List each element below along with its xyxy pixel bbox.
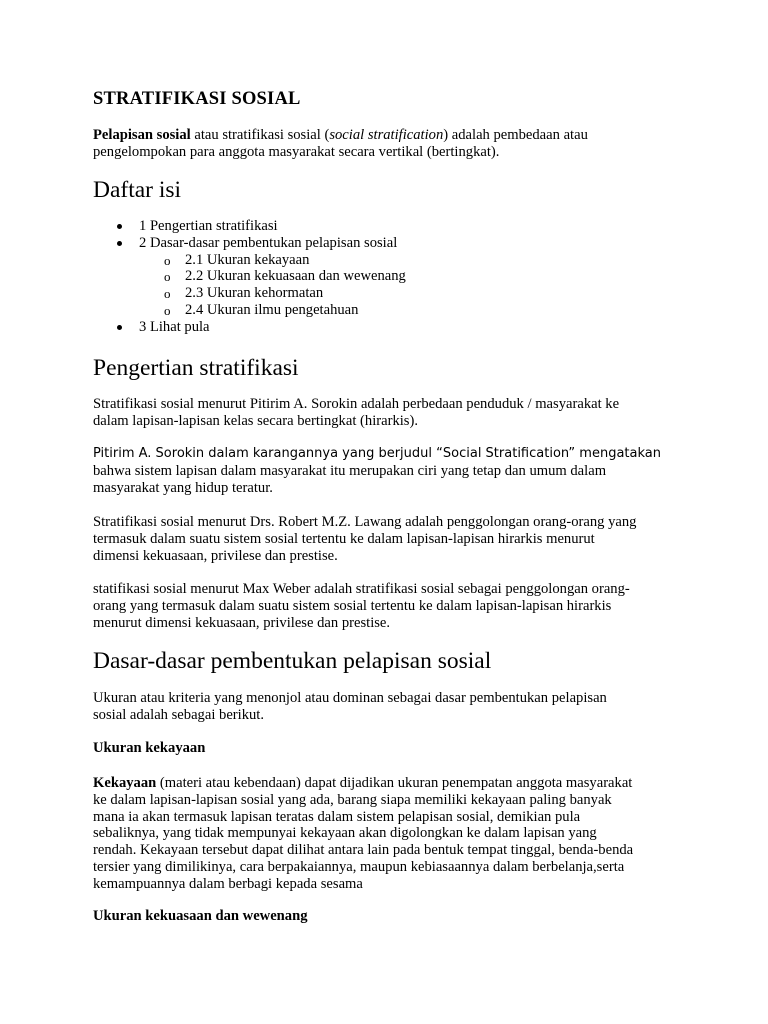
paragraph-line: bahwa sistem lapisan dalam masyarakat itu merupakan ciri yang tetap dan umum dalam (93, 462, 607, 479)
paragraph-line: Ukuran atau kriteria yang menonjol atau dominan sebagai dasar pembentukan pelapisan (93, 690, 607, 706)
section-heading-pengertian: Pengertian stratifikasi (93, 355, 299, 381)
subheading-kekayaan: Ukuran kekayaan (93, 740, 206, 756)
toc-item[interactable] (93, 252, 683, 269)
toc-item[interactable] (93, 235, 683, 252)
paragraph-line: menurut dimensi kekuasaan, privilese dan prestise. (93, 614, 391, 631)
paragraph-line (93, 775, 683, 792)
paragraph-line: rendah. Kekayaan tersebut dapat dilihat antara lain pada bentuk tempat tinggal, benda-benda (93, 842, 634, 859)
toc-link-pengertian[interactable]: 1 Pengertian stratifikasi (139, 218, 278, 234)
paragraph-sorokin-1 (93, 396, 683, 430)
paragraph-line: masyarakat yang hidup teratur. (93, 479, 273, 496)
paragraph-line: tersier yang dimilikinya, cara berpakaiannya, maupun kebiasaannya dalam berbelanja,serta (93, 858, 625, 875)
paragraph-kekayaan (93, 775, 683, 893)
sub-bullet-icon: o (164, 252, 171, 268)
bullet-icon (117, 241, 122, 246)
paragraph-line: Pitirim A. Sorokin dalam karangannya yang berjudul “Social Stratification” mengatakan (93, 446, 661, 461)
paragraph-line: ke dalam lapisan-lapisan sosial yang ada, barang siapa memiliki kekayaan paling banyak (93, 791, 612, 808)
toc-item[interactable] (93, 319, 683, 336)
toc-link-lihat-pula[interactable]: 3 Lihat pula (139, 318, 210, 335)
paragraph-line: kemampuannya dalam berbagi kepada sesama (93, 875, 363, 892)
paragraph-line: Stratifikasi sosial menurut Pitirim A. Sorokin adalah perbedaan penduduk / masyarakat ke (93, 396, 620, 412)
section-heading-dasar: Dasar-dasar pembentukan pelapisan sosial (93, 648, 492, 674)
paragraph-line: orang yang termasuk dalam suatu sistem sosial tertentu ke dalam lapisan-lapisan hirarkis (93, 597, 612, 614)
paragraph-line: termasuk dalam suatu sistem sosial tertentu ke dalam lapisan-lapisan hirarkis menurut (93, 530, 595, 547)
toc-link-ilmu[interactable]: 2.4 Ukuran ilmu pengetahuan (185, 301, 359, 318)
paragraph-dasar-intro (93, 690, 683, 724)
intro-bold-term: Pelapisan sosial (93, 127, 191, 143)
table-of-contents (93, 218, 683, 336)
paragraph-text: (materi atau kebendaan) dapat dijadikan ukuran penempatan anggota masyarakat (156, 775, 633, 791)
sub-bullet-icon: o (164, 269, 171, 285)
toc-link-kekuasaan[interactable]: 2.2 Ukuran kekuasaan dan wewenang (185, 268, 406, 285)
kekayaan-bold-term: Kekayaan (93, 775, 157, 791)
intro-italic-term: social stratification (329, 127, 444, 143)
toc-heading: Daftar isi (93, 177, 182, 203)
toc-item[interactable] (93, 268, 683, 285)
bullet-icon (117, 325, 122, 330)
bullet-icon (117, 224, 122, 229)
paragraph-weber (93, 581, 683, 631)
paragraph-line: sosial adalah sebagai berikut. (93, 706, 265, 723)
intro-line-2: pengelompokan para anggota masyarakat secara vertikal (bertingkat). (93, 143, 500, 160)
toc-item[interactable] (93, 285, 683, 302)
sub-bullet-icon: o (164, 302, 171, 318)
paragraph-lawang (93, 514, 683, 564)
intro-text: ) adalah pembedaan atau (443, 127, 588, 143)
document-title: STRATIFIKASI SOSIAL (93, 89, 301, 109)
intro-line-1 (93, 127, 683, 144)
intro-text: atau stratifikasi sosial ( (190, 127, 330, 143)
paragraph-sorokin-2 (93, 446, 683, 496)
toc-link-dasar[interactable]: 2 Dasar-dasar pembentukan pelapisan sosial (139, 234, 398, 251)
toc-item[interactable] (93, 302, 683, 319)
paragraph-line: sebaliknya, yang tidak mempunyai kekayaan akan digolongkan ke dalam lapisan yang (93, 825, 597, 842)
sub-bullet-icon: o (164, 286, 171, 302)
paragraph-line: Stratifikasi sosial menurut Drs. Robert M.Z. Lawang adalah penggolongan orang-orang yang (93, 514, 637, 530)
intro-paragraph (93, 127, 683, 161)
paragraph-line: mana ia akan termasuk lapisan teratas dalam sistem pelapisan sosial, demikian pula (93, 808, 581, 825)
paragraph-line: dalam lapisan-lapisan kelas secara bertingkat (hirarkis). (93, 412, 418, 429)
toc-item[interactable] (93, 218, 683, 235)
toc-link-kehormatan[interactable]: 2.3 Ukuran kehormatan (185, 285, 324, 302)
paragraph-line: statifikasi sosial menurut Max Weber adalah stratifikasi sosial sebagai penggolongan orang- (93, 581, 630, 597)
paragraph-line: dimensi kekuasaan, privilese dan prestise. (93, 547, 338, 564)
subheading-kekuasaan: Ukuran kekuasaan dan wewenang (93, 908, 308, 924)
toc-link-kekayaan[interactable]: 2.1 Ukuran kekayaan (185, 251, 310, 268)
